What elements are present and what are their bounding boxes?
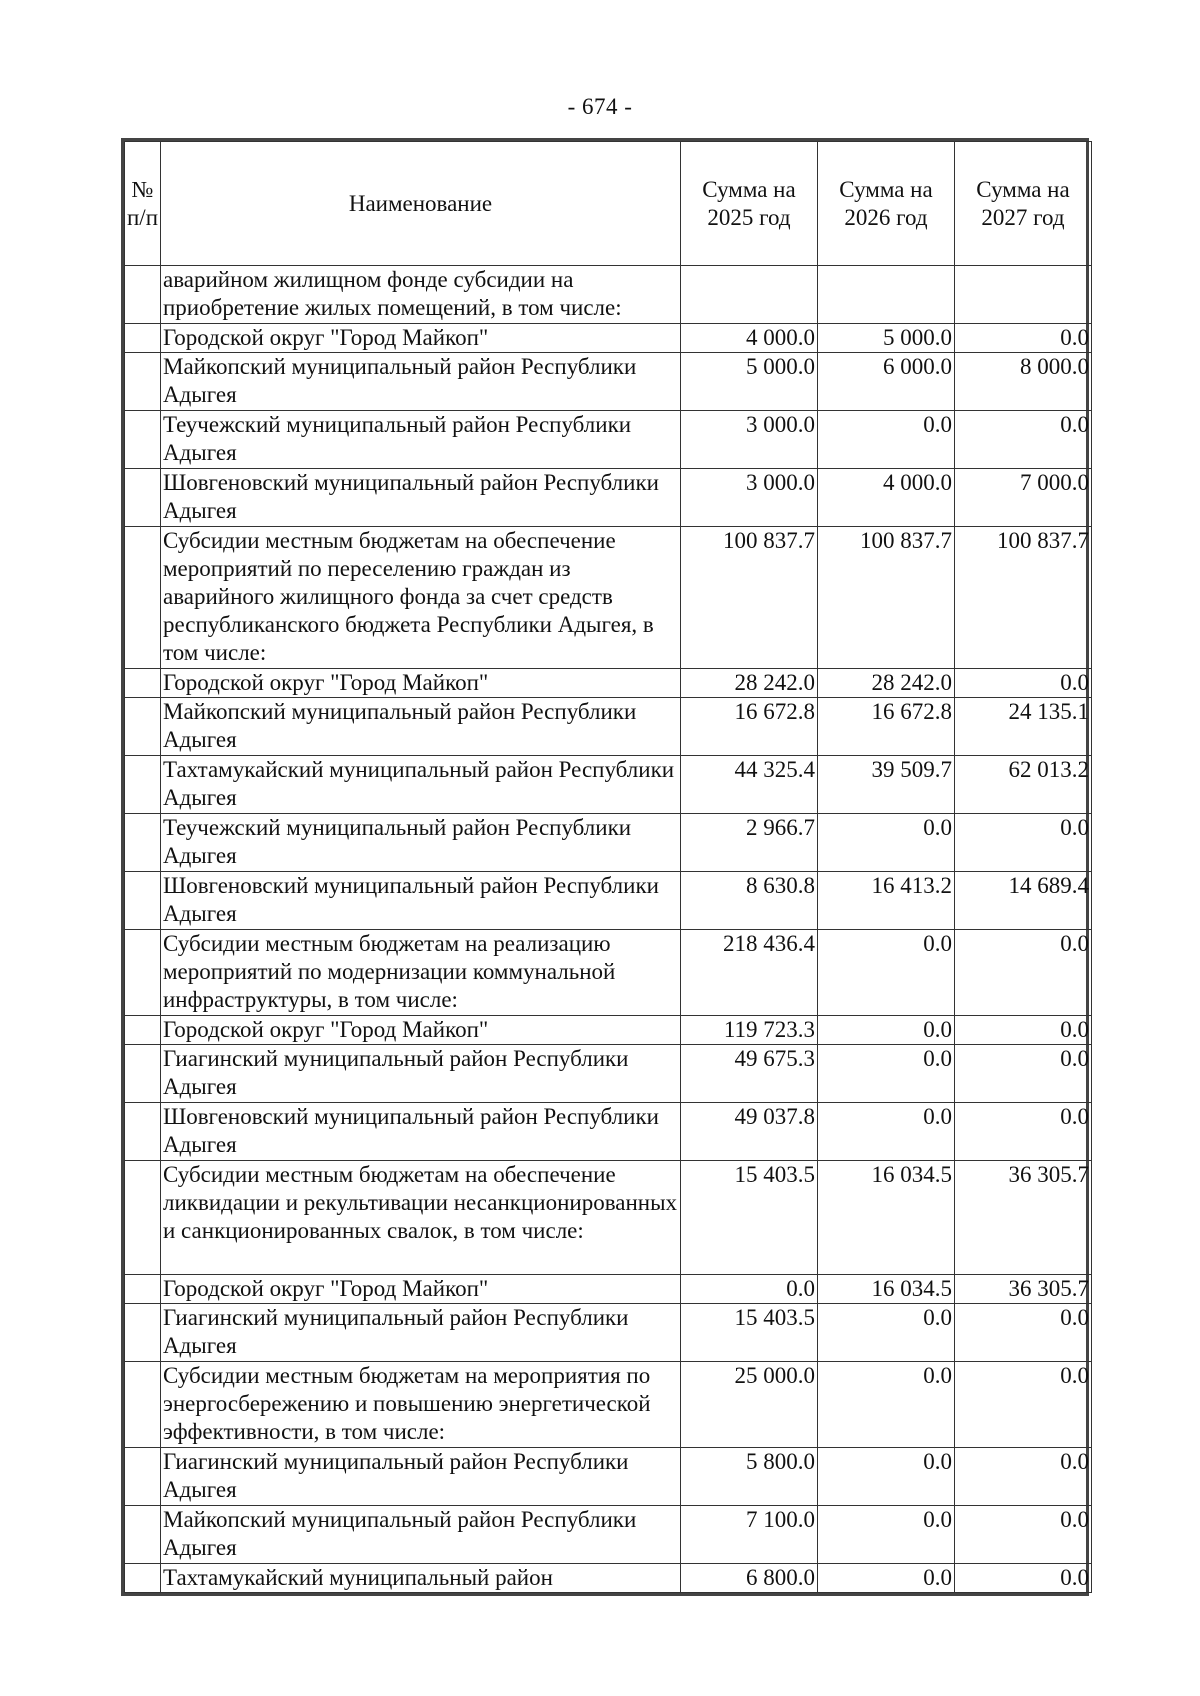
row-amount-2027: 7 000.0 <box>955 469 1092 527</box>
row-name-cell: Субсидии местным бюджетам на обеспечение мероприятий по переселению граждан из аварийного жилищного фонда за счет средств республиканского бюджета Республики Адыгея, в том числе: <box>161 527 681 669</box>
table-row <box>125 1103 1092 1161</box>
row-amount-2026: 0.0 <box>818 930 955 1016</box>
header-2027: Сумма на 2027 год <box>955 142 1092 266</box>
row-number-cell <box>125 1304 161 1362</box>
row-name-cell: Гиагинский муниципальный район Республики Адыгея <box>161 1448 681 1506</box>
row-amount-2026: 6 000.0 <box>818 353 955 411</box>
table-row <box>125 1016 1092 1045</box>
row-number-cell <box>125 1045 161 1103</box>
row-name-cell: Шовгеновский муниципальный район Республики Адыгея <box>161 872 681 930</box>
row-number-cell <box>125 527 161 669</box>
row-amount-2026: 0.0 <box>818 411 955 469</box>
row-amount-2025: 2 966.7 <box>681 814 818 872</box>
row-amount-2026: 0.0 <box>818 814 955 872</box>
row-amount-2027: 0.0 <box>955 1304 1092 1362</box>
table-row <box>125 669 1092 698</box>
row-amount-2026: 0.0 <box>818 1506 955 1564</box>
row-name-cell: Городской округ "Город Майкоп" <box>161 669 681 698</box>
row-amount-2026: 0.0 <box>818 1016 955 1045</box>
table-row <box>125 527 1092 669</box>
row-amount-2027: 0.0 <box>955 1448 1092 1506</box>
row-amount-2027: 0.0 <box>955 324 1092 353</box>
table-row <box>125 814 1092 872</box>
row-amount-2027: 24 135.1 <box>955 698 1092 756</box>
row-name-cell: Субсидии местным бюджетам на реализацию мероприятий по модернизации коммунальной инфраструктуры, в том числе: <box>161 930 681 1016</box>
row-name-cell: Теучежский муниципальный район Республики Адыгея <box>161 814 681 872</box>
row-number-cell <box>125 872 161 930</box>
row-name-cell: Теучежский муниципальный район Республики Адыгея <box>161 411 681 469</box>
row-name-cell: Шовгеновский муниципальный район Республики Адыгея <box>161 469 681 527</box>
row-number-cell <box>125 1103 161 1161</box>
row-number-cell <box>125 1275 161 1304</box>
row-number-cell <box>125 1564 161 1593</box>
row-name-cell: Тахтамукайский муниципальный район Республики Адыгея <box>161 756 681 814</box>
row-name-cell: Шовгеновский муниципальный район Республики Адыгея <box>161 1103 681 1161</box>
table-row <box>125 1045 1092 1103</box>
row-amount-2025: 5 800.0 <box>681 1448 818 1506</box>
row-amount-2025: 7 100.0 <box>681 1506 818 1564</box>
row-amount-2027: 0.0 <box>955 411 1092 469</box>
row-amount-2027: 100 837.7 <box>955 527 1092 669</box>
row-amount-2025: 3 000.0 <box>681 469 818 527</box>
row-amount-2026: 0.0 <box>818 1103 955 1161</box>
row-amount-2025: 119 723.3 <box>681 1016 818 1045</box>
table-row <box>125 411 1092 469</box>
row-amount-2025: 25 000.0 <box>681 1362 818 1448</box>
row-name-cell: Субсидии местным бюджетам на мероприятия по энергосбережению и повышению энергетической эффективности, в том числе: <box>161 1362 681 1448</box>
row-amount-2027: 36 305.7 <box>955 1161 1092 1275</box>
row-number-cell <box>125 324 161 353</box>
table-row <box>125 266 1092 324</box>
row-amount-2027: 0.0 <box>955 669 1092 698</box>
row-amount-2027: 36 305.7 <box>955 1275 1092 1304</box>
row-amount-2027 <box>955 266 1092 324</box>
table-row <box>125 1564 1092 1593</box>
header-number: № п/п <box>125 142 161 266</box>
row-amount-2025: 6 800.0 <box>681 1564 818 1593</box>
header-2025: Сумма на 2025 год <box>681 142 818 266</box>
table-row <box>125 469 1092 527</box>
row-name-cell: Гиагинский муниципальный район Республики Адыгея <box>161 1045 681 1103</box>
row-amount-2027: 8 000.0 <box>955 353 1092 411</box>
row-amount-2025: 0.0 <box>681 1275 818 1304</box>
row-amount-2025: 15 403.5 <box>681 1161 818 1275</box>
row-number-cell <box>125 1448 161 1506</box>
table-row <box>125 353 1092 411</box>
row-amount-2026: 100 837.7 <box>818 527 955 669</box>
row-number-cell <box>125 1506 161 1564</box>
budget-table <box>121 138 1089 1596</box>
row-amount-2025: 4 000.0 <box>681 324 818 353</box>
row-amount-2026: 0.0 <box>818 1045 955 1103</box>
row-number-cell <box>125 814 161 872</box>
row-amount-2026: 28 242.0 <box>818 669 955 698</box>
row-number-cell <box>125 698 161 756</box>
table-header-row <box>125 142 1092 266</box>
row-name-cell: аварийном жилищном фонде субсидии на приобретение жилых помещений, в том числе: <box>161 266 681 324</box>
row-amount-2027: 62 013.2 <box>955 756 1092 814</box>
row-amount-2025: 28 242.0 <box>681 669 818 698</box>
row-name-cell: Майкопский муниципальный район Республики Адыгея <box>161 1506 681 1564</box>
table-row <box>125 930 1092 1016</box>
table-row <box>125 324 1092 353</box>
row-amount-2027: 0.0 <box>955 1506 1092 1564</box>
table-row <box>125 1448 1092 1506</box>
table-row <box>125 756 1092 814</box>
row-amount-2026 <box>818 266 955 324</box>
row-amount-2027: 0.0 <box>955 1045 1092 1103</box>
row-number-cell <box>125 469 161 527</box>
row-amount-2027: 0.0 <box>955 1103 1092 1161</box>
row-amount-2027: 0.0 <box>955 814 1092 872</box>
row-name-cell: Городской округ "Город Майкоп" <box>161 1275 681 1304</box>
table-row <box>125 1275 1092 1304</box>
row-name-cell: Майкопский муниципальный район Республики Адыгея <box>161 698 681 756</box>
header-name: Наименование <box>161 142 681 266</box>
row-amount-2025: 16 672.8 <box>681 698 818 756</box>
table-row <box>125 872 1092 930</box>
row-amount-2025: 8 630.8 <box>681 872 818 930</box>
row-number-cell <box>125 669 161 698</box>
row-amount-2026: 0.0 <box>818 1448 955 1506</box>
table-row <box>125 1304 1092 1362</box>
row-amount-2026: 0.0 <box>818 1362 955 1448</box>
row-amount-2025: 5 000.0 <box>681 353 818 411</box>
row-name-cell: Майкопский муниципальный район Республики Адыгея <box>161 353 681 411</box>
row-amount-2025: 100 837.7 <box>681 527 818 669</box>
row-amount-2027: 0.0 <box>955 1016 1092 1045</box>
row-name-cell: Городской округ "Город Майкоп" <box>161 1016 681 1045</box>
row-amount-2026: 4 000.0 <box>818 469 955 527</box>
row-amount-2025 <box>681 266 818 324</box>
row-amount-2025: 44 325.4 <box>681 756 818 814</box>
row-amount-2025: 218 436.4 <box>681 930 818 1016</box>
row-amount-2025: 49 037.8 <box>681 1103 818 1161</box>
row-name-cell: Тахтамукайский муниципальный район <box>161 1564 681 1593</box>
row-number-cell <box>125 411 161 469</box>
row-name-cell: Городской округ "Город Майкоп" <box>161 324 681 353</box>
row-amount-2026: 16 672.8 <box>818 698 955 756</box>
row-amount-2027: 0.0 <box>955 930 1092 1016</box>
table-row <box>125 1506 1092 1564</box>
row-amount-2025: 3 000.0 <box>681 411 818 469</box>
row-number-cell <box>125 756 161 814</box>
row-amount-2025: 15 403.5 <box>681 1304 818 1362</box>
header-2026: Сумма на 2026 год <box>818 142 955 266</box>
table-row <box>125 1362 1092 1448</box>
row-number-cell <box>125 1016 161 1045</box>
row-number-cell <box>125 1362 161 1448</box>
row-amount-2026: 16 034.5 <box>818 1275 955 1304</box>
row-number-cell <box>125 353 161 411</box>
row-name-cell: Гиагинский муниципальный район Республики Адыгея <box>161 1304 681 1362</box>
row-amount-2027: 0.0 <box>955 1564 1092 1593</box>
row-amount-2026: 16 413.2 <box>818 872 955 930</box>
row-amount-2026: 39 509.7 <box>818 756 955 814</box>
row-amount-2027: 0.0 <box>955 1362 1092 1448</box>
row-number-cell <box>125 266 161 324</box>
table-row <box>125 698 1092 756</box>
row-number-cell <box>125 930 161 1016</box>
row-name-cell: Субсидии местным бюджетам на обеспечение ликвидации и рекультивации несанкционированных и санкционированных свалок, в том числе: <box>161 1161 681 1275</box>
row-amount-2027: 14 689.4 <box>955 872 1092 930</box>
row-amount-2026: 16 034.5 <box>818 1161 955 1275</box>
page-number: - 674 - <box>567 94 633 119</box>
table-row <box>125 1161 1092 1275</box>
row-amount-2025: 49 675.3 <box>681 1045 818 1103</box>
row-amount-2026: 0.0 <box>818 1304 955 1362</box>
row-amount-2026: 0.0 <box>818 1564 955 1593</box>
row-number-cell <box>125 1161 161 1275</box>
row-amount-2026: 5 000.0 <box>818 324 955 353</box>
